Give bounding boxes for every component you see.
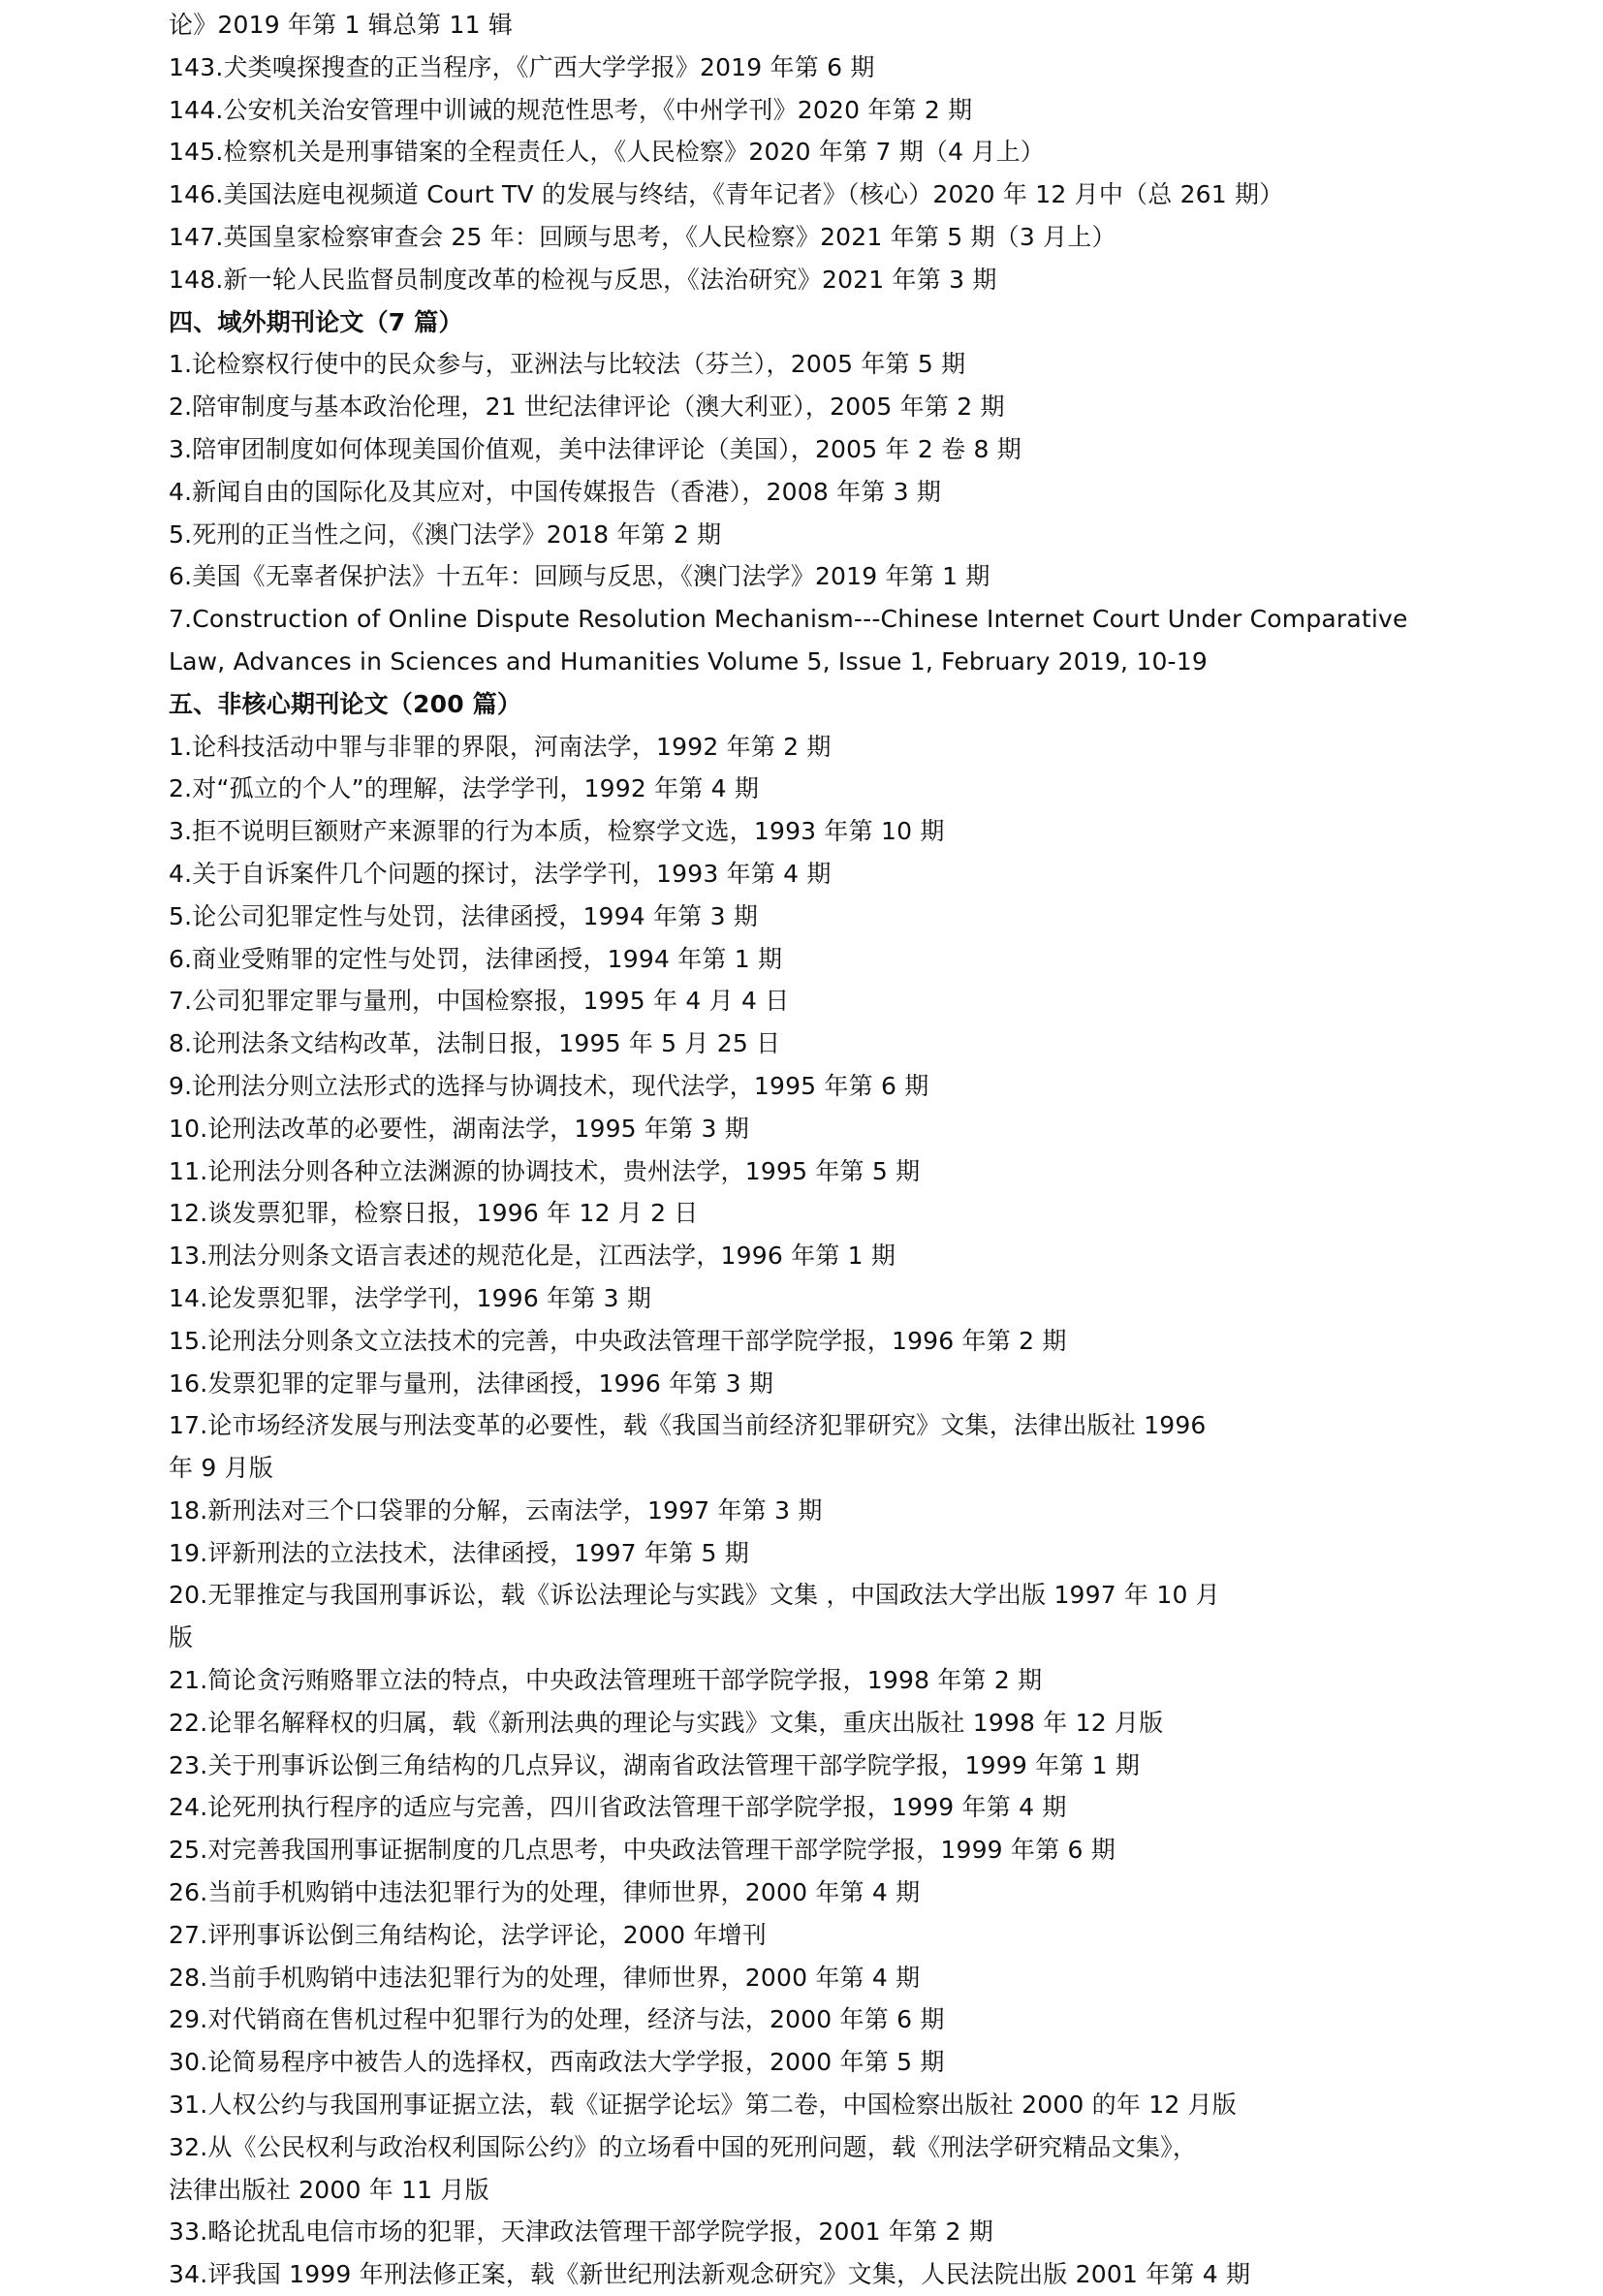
reference-line: 11.论刑法分则各种立法渊源的协调技术，贵州法学，1995 年第 5 期: [169, 1156, 921, 1185]
reference-line: 30.论简易程序中被告人的选择权，西南政法大学学报，2000 年第 5 期: [169, 2048, 945, 2077]
reference-line: 2.陪审制度与基本政治伦理，21 世纪法律评论（澳大利亚），2005 年第 2 期: [169, 393, 1005, 422]
reference-line: 6.商业受贿罪的定性与处罚，法律函授，1994 年第 1 期: [169, 944, 783, 973]
reference-line: 28.当前手机购销中违法犯罪行为的处理，律师世界，2000 年第 4 期: [169, 1963, 921, 1992]
document-page: [169, 4, 1487, 2296]
reference-line: 25.对完善我国刑事证据制度的几点思考，中央政法管理干部学院学报，1999 年第 6 期: [169, 1836, 1116, 1865]
section-heading: 四、域外期刊论文（7 篇）: [169, 307, 463, 336]
reference-line: 26.当前手机购销中违法犯罪行为的处理，律师世界，2000 年第 4 期: [169, 1878, 921, 1907]
reference-line: 27.评刑事诉讼倒三角结构论，法学评论，2000 年增刊: [169, 1920, 767, 1949]
reference-line: 22.论罪名解释权的归属，载《新刑法典的理论与实践》文集，重庆出版社 1998 年 12 月版: [169, 1708, 1164, 1737]
reference-line: 144.公安机关治安管理中训诫的规范性思考，《中州学刊》2020 年第 2 期: [169, 95, 973, 124]
reference-line: 145.检察机关是刑事错案的全程责任人，《人民检察》2020 年第 7 期（4 月上）: [169, 138, 1045, 167]
reference-line: 15.论刑法分则条文立法技术的完善，中央政法管理干部学院学报，1996 年第 2 期: [169, 1326, 1067, 1355]
reference-line: 法律出版社 2000 年 11 月版: [169, 2175, 489, 2204]
reference-line: 148.新一轮人民监督员制度改革的检视与反思，《法治研究》2021 年第 3 期: [169, 265, 997, 294]
reference-line: 年 9 月版: [169, 1454, 273, 1483]
reference-line: 1.论检察权行使中的民众参与，亚洲法与比较法（芬兰），2005 年第 5 期: [169, 350, 966, 379]
reference-line: 19.评新刑法的立法技术，法律函授，1997 年第 5 期: [169, 1538, 749, 1567]
reference-line: 143.犬类嗅探搜查的正当程序，《广西大学学报》2019 年第 6 期: [169, 52, 875, 81]
reference-line: 21.简论贪污贿赂罪立法的特点，中央政法管理班干部学院学报，1998 年第 2 期: [169, 1666, 1043, 1695]
reference-line: 147.英国皇家检察审查会 25 年：回顾与思考，《人民检察》2021 年第 5 期（3 月上）: [169, 222, 1116, 251]
reference-line: 29.对代销商在售机过程中犯罪行为的处理，经济与法，2000 年第 6 期: [169, 2005, 945, 2034]
reference-line: 5.死刑的正当性之问，《澳门法学》2018 年第 2 期: [169, 519, 722, 549]
section-heading: 五、非核心期刊论文（200 篇）: [169, 689, 522, 718]
reference-line: Law, Advances in Sciences and Humanities Volume 5, Issue 1, February 2019, 10-19: [169, 646, 1208, 676]
reference-line: 7.公司犯罪定罪与量刑，中国检察报，1995 年 4 月 4 日: [169, 987, 790, 1016]
reference-line: 3.拒不说明巨额财产来源罪的行为本质，检察学文选，1993 年第 10 期: [169, 817, 945, 846]
reference-line: 12.谈发票犯罪，检察日报，1996 年 12 月 2 日: [169, 1199, 699, 1228]
reference-line: 6.美国《无辜者保护法》十五年：回顾与反思，《澳门法学》2019 年第 1 期: [169, 562, 990, 591]
reference-line: 146.美国法庭电视频道 Court TV 的发展与终结，《青年记者》（核心）2020 年 12 月中（总 261 期）: [169, 180, 1284, 209]
reference-line: 20.无罪推定与我国刑事诉讼，载《诉讼法理论与实践》文集 ，中国政法大学出版 1997 年 10 月: [169, 1581, 1220, 1610]
reference-line: 34.评我国 1999 年刑法修正案，载《新世纪刑法新观念研究》文集，人民法院出版 2001 年第 4 期: [169, 2260, 1251, 2289]
reference-line: 9.论刑法分则立法形式的选择与协调技术，现代法学，1995 年第 6 期: [169, 1071, 929, 1100]
reference-line: 32.从《公民权利与政治权利国际公约》的立场看中国的死刑问题，载《刑法学研究精品文集》，: [169, 2132, 1198, 2161]
reference-line: 14.论发票犯罪，法学学刊，1996 年第 3 期: [169, 1283, 652, 1312]
reference-line: 3.陪审团制度如何体现美国价值观，美中法律评论（美国），2005 年 2 卷 8 期: [169, 434, 1022, 463]
reference-line: 10.论刑法改革的必要性，湖南法学，1995 年第 3 期: [169, 1114, 749, 1143]
reference-line: 4.新闻自由的国际化及其应对，中国传媒报告（香港），2008 年第 3 期: [169, 477, 942, 506]
reference-line: 31.人权公约与我国刑事证据立法，载《证据学论坛》第二卷，中国检察出版社 2000 的年 12 月版: [169, 2091, 1237, 2120]
reference-line: 版: [169, 1623, 194, 1652]
reference-line: 7.Construction of Online Dispute Resolution Mechanism---Chinese Internet Court Under Comparative: [169, 605, 1408, 634]
reference-line: 2.对“孤立的个人”的理解，法学学刊，1992 年第 4 期: [169, 774, 760, 803]
reference-line: 4.关于自诉案件几个问题的探讨，法学学刊，1993 年第 4 期: [169, 859, 832, 888]
reference-line: 论》2019 年第 1 辑总第 11 辑: [169, 11, 514, 39]
reference-line: 17.论市场经济发展与刑法变革的必要性，载《我国当前经济犯罪研究》文集，法律出版社 1996: [169, 1411, 1207, 1440]
reference-line: 24.论死刑执行程序的适应与完善，四川省政法管理干部学院学报，1999 年第 4 期: [169, 1793, 1067, 1822]
reference-line: 33.略论扰乱电信市场的犯罪，天津政法管理干部学院学报，2001 年第 2 期: [169, 2217, 993, 2247]
reference-line: 5.论公司犯罪定性与处罚，法律函授，1994 年第 3 期: [169, 901, 759, 930]
reference-line: 13.刑法分则条文语言表述的规范化是，江西法学，1996 年第 1 期: [169, 1242, 896, 1271]
reference-line: 16.发票犯罪的定罪与量刑，法律函授，1996 年第 3 期: [169, 1368, 774, 1398]
reference-line: 1.论科技活动中罪与非罪的界限，河南法学，1992 年第 2 期: [169, 732, 832, 761]
reference-line: 23.关于刑事诉讼倒三角结构的几点异议，湖南省政法管理干部学院学报，1999 年第 1 期: [169, 1750, 1141, 1779]
reference-line: 8.论刑法条文结构改革，法制日报，1995 年 5 月 25 日: [169, 1029, 781, 1058]
reference-line: 18.新刑法对三个口袋罪的分解，云南法学，1997 年第 3 期: [169, 1495, 823, 1525]
